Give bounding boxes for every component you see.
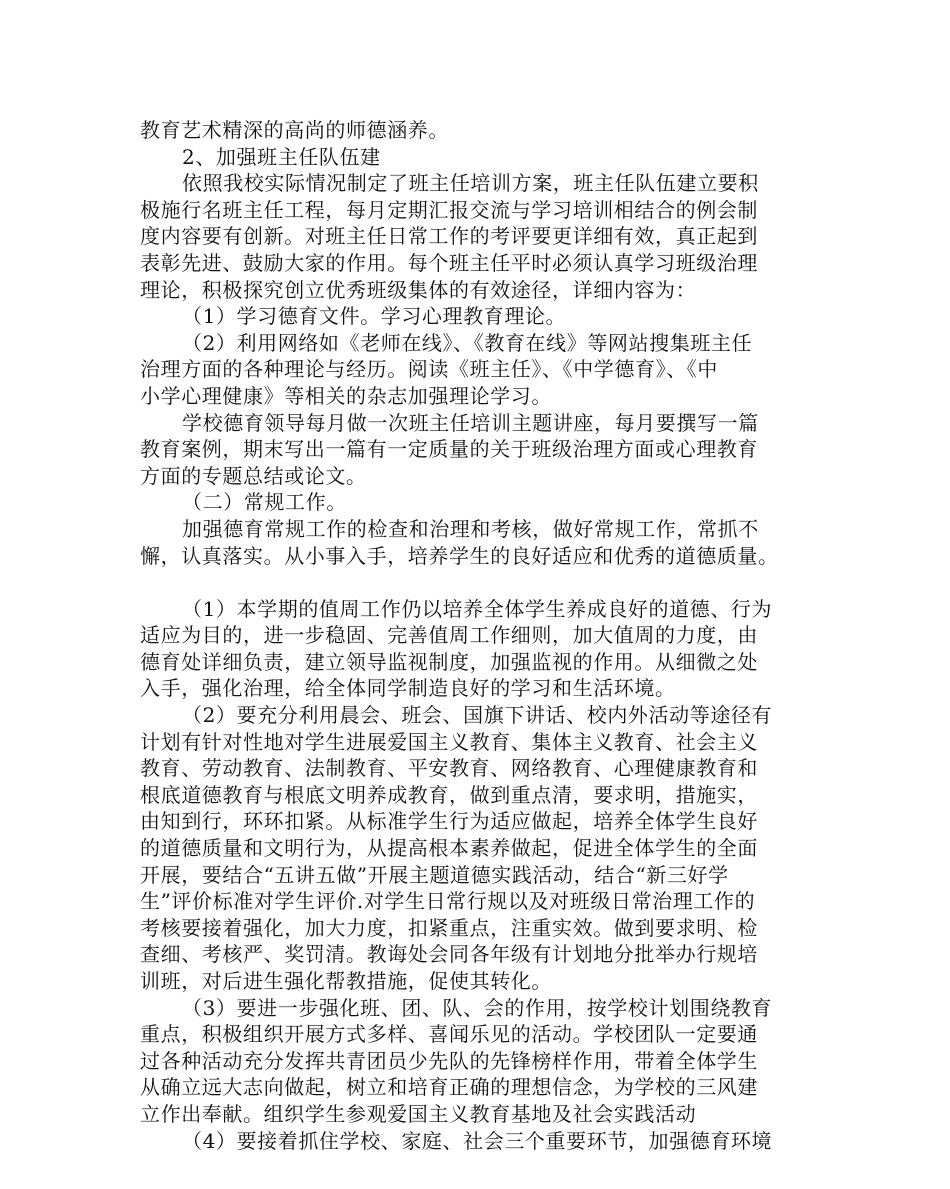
paragraph-line: 根底道德教育与根底文明养成教育，做到重点清，要求明，措施实， — [140, 782, 758, 807]
paragraph-line: 度内容要有创新。对班主任日常工作的考评要更详细有效，真正起到 — [140, 224, 758, 249]
paragraph-line: 过各种活动充分发挥共青团员少先队的先锋榜样作用，带着全体学生 — [140, 1048, 758, 1073]
paragraph-line: 表彰先进、鼓励大家的作用。每个班主任平时必须认真学习班级治理 — [140, 250, 758, 275]
paragraph-line: （2）利用网络如《老师在线》、《教育在线》等网站搜集班主任 — [182, 330, 753, 355]
paragraph-line: 从确立远大志向做起，树立和培育正确的理想信念，为学校的三风建 — [140, 1075, 758, 1100]
paragraph-line: 考核要接着强化，加大力度，扣紧重点，注重实效。做到要求明、检 — [140, 915, 758, 940]
document-body — [140, 117, 840, 1154]
paragraph-line: 学校德育领导每月做一次班主任培训主题讲座，每月要撰写一篇 — [182, 410, 759, 435]
paragraph-line: 懈，认真落实。从小事入手，培养学生的良好适应和优秀的道德质量。 — [140, 543, 779, 568]
paragraph-line: 立作出奉献。组织学生参观爱国主义教育基地及社会实践活动 — [140, 1101, 697, 1126]
paragraph-line: 方面的专题总结或论文。 — [140, 463, 367, 488]
paragraph-line: 教育艺术精深的高尚的师德涵养。 — [140, 118, 449, 142]
paragraph-line: （4）要接着抓住学校、家庭、社会三个重要环节，加强德育环境 — [182, 1128, 773, 1153]
paragraph-line: （1）本学期的值周工作仍以培养全体学生养成良好的道德、行为 — [182, 596, 773, 621]
paragraph-line: 开展，要结合“五讲五做”开展主题道德实践活动，结合“新三好学 — [140, 862, 729, 887]
paragraph-line: 的道德质量和文明行为，从提高根本素养做起，促进全体学生的全面 — [140, 836, 758, 861]
paragraph-line: 治理方面的各种理论与经历。阅读《班主任》、《中学德育》、《中 — [140, 357, 718, 382]
paragraph-line: 教育、劳动教育、法制教育、平安教育、网络教育、心理健康教育和 — [140, 756, 758, 781]
paragraph-line: 教育案例，期末写出一篇有一定质量的关于班级治理方面或心理教育 — [140, 437, 758, 462]
paragraph-line: （二）常规工作。 — [182, 490, 347, 515]
paragraph-line: 由知到行，环环扣紧。从标准学生行为适应做起，培养全体学生良好 — [140, 809, 758, 834]
paragraph-line: 2、加强班主任队伍建 — [182, 144, 381, 169]
paragraph-line: 适应为目的，进一步稳固、完善值周工作细则，加大值周的力度，由 — [140, 623, 758, 648]
paragraph-line: 理论，积极探究创立优秀班级集体的有效途径，详细内容为： — [140, 277, 697, 302]
paragraph-line: 加强德育常规工作的检查和治理和考核，做好常规工作，常抓不 — [182, 516, 759, 541]
paragraph-line: 极施行名班主任工程，每月定期汇报交流与学习培训相结合的例会制 — [140, 197, 758, 222]
paragraph-line: （3）要进一步强化班、团、队、会的作用，按学校计划围绕教育 — [182, 995, 773, 1020]
paragraph-line: 小学心理健康》等相关的杂志加强理论学习。 — [140, 383, 552, 408]
paragraph-line: （2）要充分利用晨会、班会、国旗下讲话、校内外活动等途径有 — [182, 703, 773, 728]
paragraph-line: （1）学习德育文件。学习心理教育理论。 — [182, 304, 567, 329]
paragraph-line: 依照我校实际情况制定了班主任培训方案，班主任队伍建立要积 — [182, 171, 759, 196]
paragraph-line: 重点，积极组织开展方式多样、喜闻乐见的活动。学校团队一定要通 — [140, 1022, 758, 1047]
paragraph-line: 生”评价标准对学生评价.对学生日常行规以及对班级日常治理工作的 — [140, 889, 756, 914]
paragraph-line: 训班，对后进生强化帮教措施，促使其转化。 — [140, 969, 552, 993]
paragraph-line: 计划有针对性地对学生进展爱国主义教育、集体主义教育、社会主义 — [140, 729, 758, 754]
paragraph-line: 入手，强化治理，给全体同学制造良好的学习和生活环境。 — [140, 676, 676, 701]
blank-line — [140, 569, 840, 596]
paragraph-line: 德育处详细负责，建立领导监视制度，加强监视的作用。从细微之处 — [140, 649, 758, 674]
paragraph-line: 查细、考核严、奖罚清。教诲处会同各年级有计划地分批举办行规培 — [140, 942, 758, 967]
